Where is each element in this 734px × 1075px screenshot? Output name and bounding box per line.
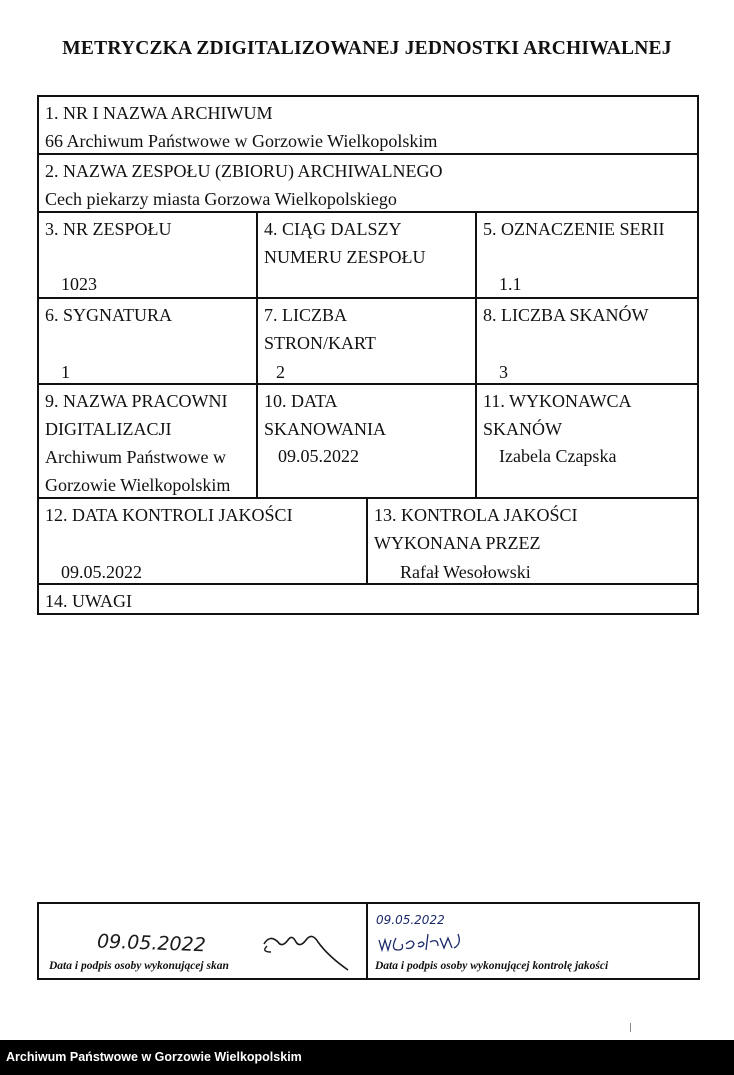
field-digitization-lab-value: Archiwum Państwowe w Gorzowie Wielkopolskim [45, 447, 231, 495]
field-archive-label: 1. NR I NAZWA ARCHIWUM [45, 103, 273, 123]
field-fonds-number-value: 1023 [61, 274, 97, 294]
field-fonds-number-label: 3. NR ZESPOŁU [45, 219, 172, 239]
field-qc-date [37, 497, 366, 583]
qc-operator-signature [374, 908, 524, 956]
field-notes [37, 583, 699, 615]
field-scan-date-value: 09.05.2022 [278, 446, 359, 466]
signature-panel [37, 902, 700, 980]
field-page-count [256, 297, 475, 383]
scan-operator-handwritten-date: 09.05.2022 [96, 930, 207, 957]
field-page-count-label: 7. LICZBA STRON/KART [264, 305, 376, 353]
field-fonds-continuation-label: 4. CIĄG DALSZY NUMERU ZESPOŁU [264, 219, 426, 267]
field-fonds-number [37, 211, 256, 297]
field-scan-count [475, 297, 699, 383]
field-series-label: 5. OZNACZENIE SERII [483, 219, 665, 239]
field-signature [37, 297, 256, 383]
field-qc-by-value: Rafał Wesołowski [400, 562, 531, 582]
field-qc-date-value: 09.05.2022 [61, 562, 142, 582]
field-scan-date [256, 383, 475, 497]
scan-operator-caption: Data i podpis osoby wykonującej skan [49, 960, 229, 972]
field-signature-label: 6. SYGNATURA [45, 305, 173, 325]
field-scan-date-label: 10. DATA SKANOWANIA [264, 391, 386, 439]
field-digitization-lab-label: 9. NAZWA PRACOWNI DIGITALIZACJI [45, 391, 228, 439]
field-fonds-name [37, 153, 699, 211]
field-series [475, 211, 699, 297]
metadata-form [37, 95, 699, 615]
qc-operator-caption: Data i podpis osoby wykonującej kontrolę jakości [375, 960, 609, 972]
scan-mark [630, 1023, 631, 1032]
field-qc-by-label: 13. KONTROLA JAKOŚCI WYKONANA PRZEZ [374, 505, 578, 553]
field-fonds-name-label: 2. NAZWA ZESPOŁU (ZBIORU) ARCHIWALNEGO [45, 161, 443, 181]
field-signature-value: 1 [61, 362, 70, 382]
footer-bar: Archiwum Państwowe w Gorzowie Wielkopolskim [0, 1040, 734, 1075]
field-fonds-continuation [256, 211, 475, 297]
page-title: METRYCZKA ZDIGITALIZOWANEJ JEDNOSTKI ARCHIWALNEJ [62, 38, 672, 59]
field-scan-count-label: 8. LICZBA SKANÓW [483, 305, 649, 325]
field-archive-value: 66 Archiwum Państwowe w Gorzowie Wielkopolskim [45, 131, 438, 151]
field-page-count-value: 2 [276, 362, 285, 382]
field-scan-operator [475, 383, 699, 497]
field-scan-operator-label: 11. WYKONAWCA SKANÓW [483, 391, 631, 439]
field-scan-count-value: 3 [499, 362, 508, 382]
field-digitization-lab [37, 383, 256, 497]
field-series-value: 1.1 [499, 274, 522, 294]
field-qc-date-label: 12. DATA KONTROLI JAKOŚCI [45, 505, 293, 525]
field-scan-operator-value: Izabela Czapska [499, 446, 617, 466]
qc-operator-handwritten-date: 09.05.2022 [376, 913, 445, 927]
field-fonds-name-value: Cech piekarzy miasta Gorzowa Wielkopolskiego [45, 189, 397, 209]
field-archive [37, 95, 699, 153]
field-qc-by [366, 497, 699, 583]
field-notes-label: 14. UWAGI [45, 591, 132, 611]
